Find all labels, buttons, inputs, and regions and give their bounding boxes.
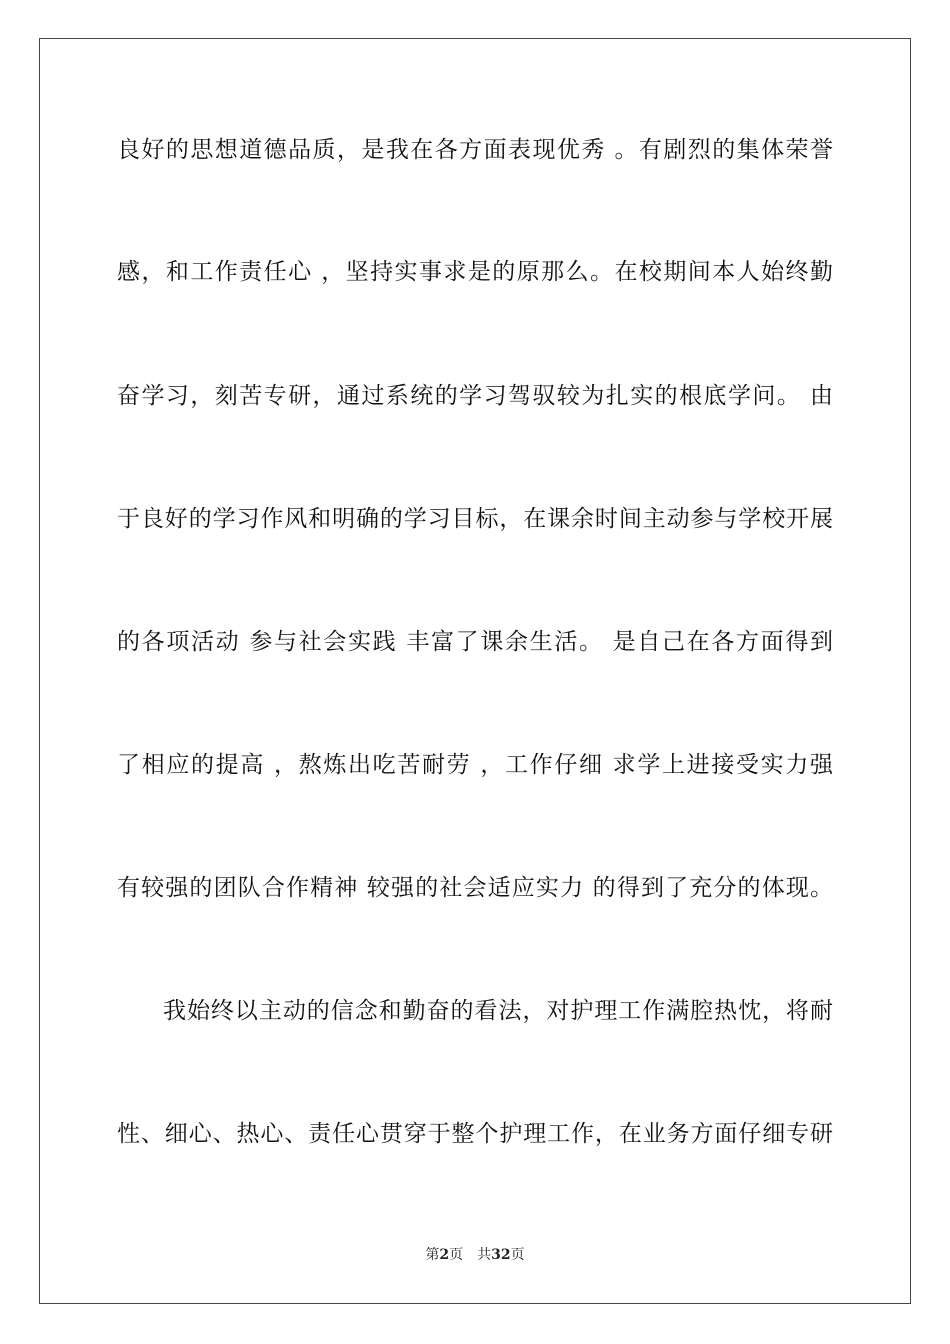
total-pages: 32 <box>491 1247 511 1263</box>
text-line: 良好的思想道德品质，是我在各方面表现优秀 。有剧烈的集体荣誉 <box>117 137 833 163</box>
page-footer <box>0 1245 950 1265</box>
text-line: 有较强的团队合作精神 较强的社会适应实力 的得到了充分的体现。 <box>117 875 833 901</box>
paragraph-first-line: 我始终以主动的信念和勤奋的看法，对护理工作满腔热忱，将耐 <box>163 998 833 1024</box>
total-pages-suffix: 页 <box>510 1247 525 1263</box>
text-line: 性、细心、热心、责任心贯穿于整个护理工作，在业务方面仔细专研 <box>117 1121 833 1147</box>
total-pages-prefix: 共 <box>477 1247 492 1263</box>
page-number: 2 <box>439 1247 450 1263</box>
text-line: 于良好的学习作风和明确的学习目标，在课余时间主动参与学校开展 <box>117 506 833 532</box>
text-line: 了相应的提高 ，熬炼出吃苦耐劳 ，工作仔细 求学上进接受实力强 <box>117 752 833 778</box>
page-number-prefix: 第 <box>425 1247 440 1263</box>
page-number-suffix: 页 <box>449 1247 464 1263</box>
text-line: 感，和工作责任心 ，坚持实事求是的原那么。在校期间本人始终勤 <box>117 259 833 285</box>
document-body <box>117 0 833 1344</box>
text-line: 奋学习，刻苦专研，通过系统的学习驾驭较为扎实的根底学问。 由 <box>117 383 833 409</box>
text-line: 的各项活动 参与社会实践 丰富了课余生活。 是自己在各方面得到 <box>117 629 833 655</box>
